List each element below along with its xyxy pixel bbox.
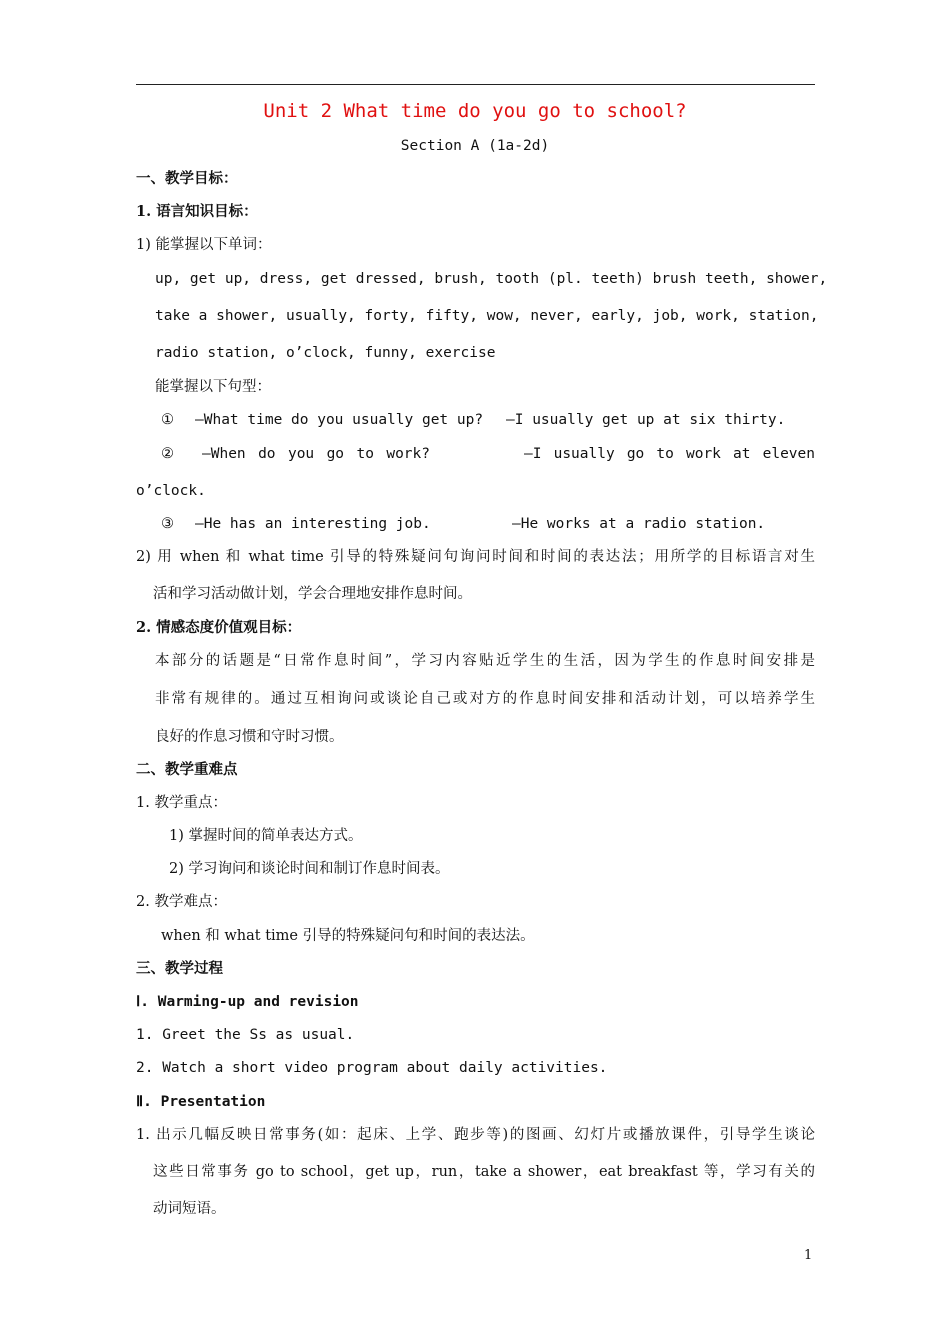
sentence-2-answer-continued: o’clock. bbox=[136, 483, 206, 499]
step-1-item-2: 2. Watch a short video program about daily activities. bbox=[136, 1060, 608, 1076]
vocab-line-1: up, get up, dress, get dressed, brush, tooth (pl. teeth) brush teeth, shower, bbox=[155, 271, 828, 287]
heading-teaching-process: 三、教学过程 bbox=[136, 960, 223, 977]
step-2-heading: Ⅱ. Presentation bbox=[136, 1094, 266, 1110]
vocab-label: 1) 能掌握以下单词： bbox=[136, 237, 272, 253]
sentence-3-question: —He has an interesting job. bbox=[195, 516, 431, 532]
goal-2-line-2: 活和学习活动做计划，学会合理地安排作息时间。 bbox=[153, 586, 472, 602]
step-2-item-1-line-3: 动词短语。 bbox=[153, 1201, 226, 1217]
section-subtitle: Section A (1a-2d) bbox=[400, 138, 550, 154]
emotion-line-2: 非常有规律的。通过互相询问或谈论自己或对方的作息时间安排和活动计划，可以培养学生 bbox=[155, 691, 815, 707]
key-point-1: 1) 掌握时间的简单表达方式。 bbox=[169, 828, 363, 844]
vocab-line-2: take a shower, usually, forty, fifty, wow, never, early, job, work, station, bbox=[155, 308, 819, 324]
sentence-2-answer: —I usually go to work at eleven bbox=[524, 446, 815, 462]
sentence-1-question: —What time do you usually get up? bbox=[195, 412, 484, 428]
heading-key-points: 二、教学重难点 bbox=[136, 761, 238, 778]
step-1-heading: Ⅰ. Warming-up and revision bbox=[136, 994, 359, 1010]
emotion-line-1: 本部分的话题是“日常作息时间”，学习内容贴近学生的生活，因为学生的作息时间安排是 bbox=[155, 653, 815, 669]
difficult-points-label: 2. 教学难点： bbox=[136, 894, 227, 910]
page-number: 1 bbox=[804, 1248, 813, 1263]
difficult-point-1: when 和 what time 引导的特殊疑问句和时间的表达法。 bbox=[161, 928, 535, 944]
step-2-item-1-line-1: 1. 出示几幅反映日常事务(如：起床、上学、跑步等)的图画、幻灯片或播放课件，引导学生谈论 bbox=[136, 1127, 815, 1143]
heading-emotion-goals: 2. 情感态度价值观目标： bbox=[136, 619, 302, 636]
emotion-line-3: 良好的作息习惯和守时习惯。 bbox=[155, 729, 344, 745]
goal-2-line-1: 2) 用 when 和 what time 引导的特殊疑问句询问时间和时间的表达法；用所学的目标语言对生 bbox=[136, 549, 815, 565]
vocab-line-3: radio station, o’clock, funny, exercise bbox=[155, 345, 496, 361]
sentence-3-answer: —He works at a radio station. bbox=[512, 516, 766, 532]
step-2-item-1-line-2: 这些日常事务 go to school，get up，run，take a shower，eat breakfast 等，学习有关的 bbox=[153, 1164, 815, 1180]
sentence-1-answer: —I usually get up at six thirty. bbox=[506, 412, 786, 428]
document-title: Unit 2 What time do you go to school? bbox=[263, 100, 687, 122]
key-point-2: 2) 学习询问和谈论时间和制订作息时间表。 bbox=[169, 861, 450, 877]
heading-teaching-goals: 一、教学目标： bbox=[136, 170, 238, 187]
heading-language-goals: 1. 语言知识目标： bbox=[136, 203, 258, 220]
step-1-item-1: 1. Greet the Ss as usual. bbox=[136, 1027, 355, 1043]
sentence-1-number: ① bbox=[161, 412, 174, 428]
sentence-2-question: —When do you go to work? bbox=[202, 446, 430, 462]
sentence-2-number: ② bbox=[161, 446, 174, 462]
patterns-label: 能掌握以下句型： bbox=[155, 379, 271, 395]
header-rule bbox=[136, 84, 815, 85]
key-points-label: 1. 教学重点： bbox=[136, 795, 227, 811]
sentence-3-number: ③ bbox=[161, 516, 174, 532]
